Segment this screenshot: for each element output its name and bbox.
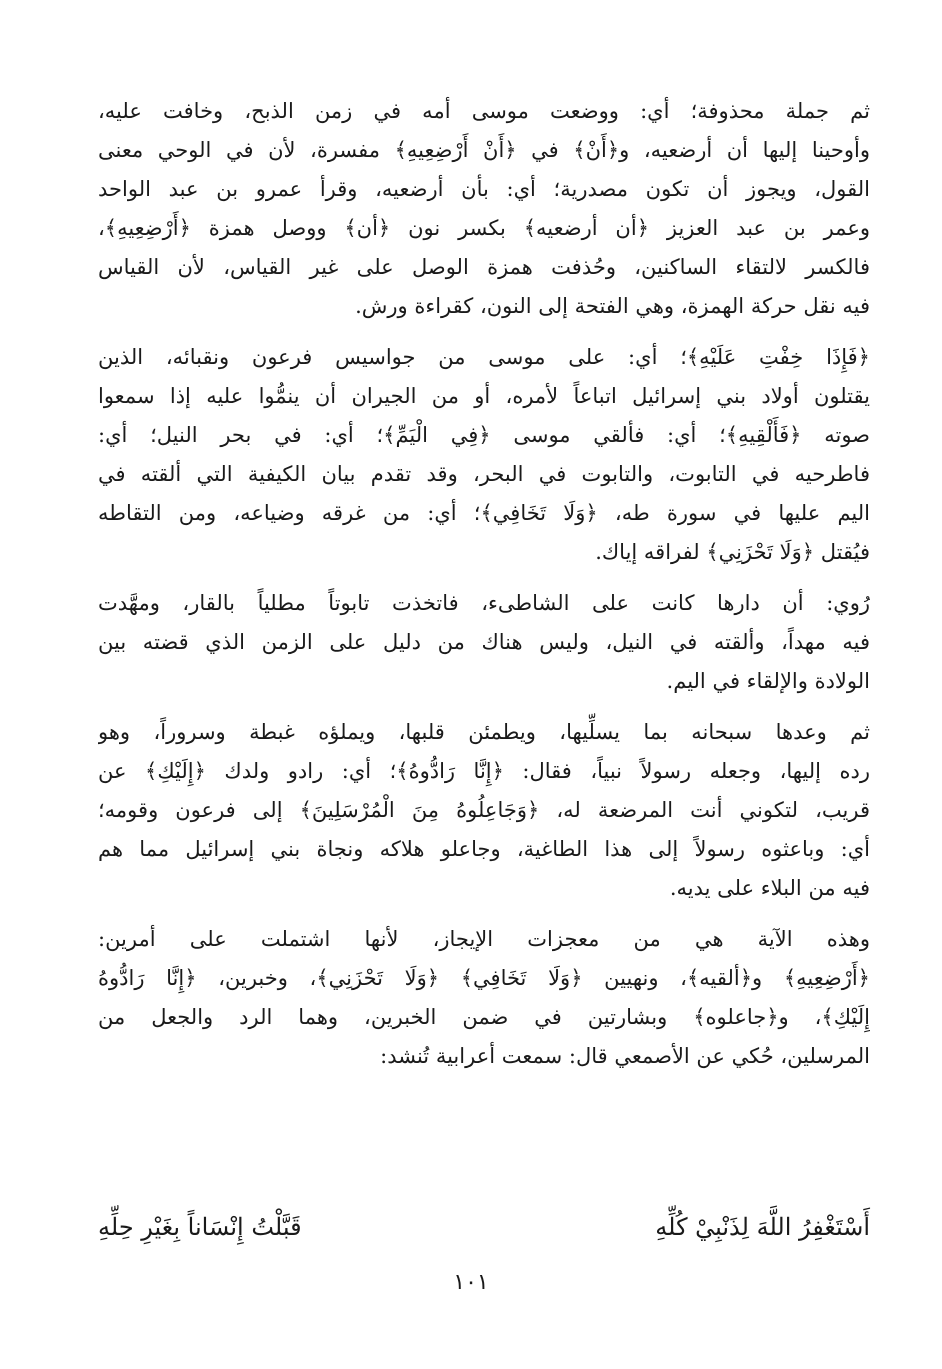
text-line: القول، ويجوز أن تكون مصدرية؛ أي: بأن أرضعيه، وقرأ عمرو بن عبد الواحد — [98, 177, 870, 201]
paragraph-3 — [98, 584, 870, 701]
text-line: ﴿أَرْضِعِيهِ﴾ و﴿ألقيه﴾، ونهيين ﴿وَلَا تَخَافِي﴾ ﴿وَلَا تَحْزَنِي﴾، وخبرين، ﴿إِنَّا رَادُّوهُ — [98, 966, 870, 990]
verse-first-hemistich: أَسْتَغْفِرُ اللَّهَ لِذَنْبِيْ كُلِّهِ — [655, 1213, 870, 1241]
verse-second-hemistich: قَبَّلْتُ إِنْسَاناً بِغَيْرِ حِلِّهِ — [98, 1213, 302, 1241]
text-line: فيه مهداً، وألقته في النيل، وليس هناك من دليل على الزمن الذي قضته بين — [98, 630, 870, 654]
text-line: رُوي: أن دارها كانت على الشاطىء، فاتخذت تابوتاً مطلياً بالقار، ومهَّدت — [98, 591, 870, 615]
text-line: الولادة والإلقاء في اليم. — [666, 669, 870, 693]
text-line: فالكسر لالتقاء الساكنين، وحُذفت همزة الوصل على غير القياس، لأن القياس — [98, 255, 870, 279]
text-line: فيه من البلاء على يديه. — [669, 876, 870, 900]
paragraph-2 — [98, 338, 870, 572]
text-line: فيه نقل حركة الهمزة، وهي الفتحة إلى النون، كقراءة ورش. — [355, 294, 870, 318]
text-line: ثم وعدها سبحانه بما يسلِّيها، ويطمئن قلبها، ويملؤه غبطة وسروراً، وهو — [98, 720, 870, 744]
text-line: فاطرحيه في التابوت، والتابوت في البحر، وقد تقدم بيان الكيفية التي ألقته في — [98, 462, 870, 486]
paragraph-5 — [98, 920, 870, 1076]
text-line: ثم جملة محذوفة؛ أي: ووضعت موسى أمه في زمن الذبح، وخافت عليه، — [98, 99, 870, 123]
text-line: قريب، لتكوني أنت المرضعة له، ﴿وَجَاعِلُوهُ مِنَ الْمُرْسَلِينَ﴾ إلى فرعون وقومه؛ — [98, 798, 870, 822]
text-line: ﴿فَإِذَا خِفْتِ عَلَيْهِ﴾؛ أي: على موسى من جواسيس فرعون ونقبائه، الذين — [98, 345, 870, 369]
paragraph-1 — [98, 92, 870, 326]
text-line: وهذه الآية هي من معجزات الإيجاز، لأنها اشتملت على أمرين: — [98, 927, 870, 951]
text-line: فيُقتل ﴿وَلَا تَحْزَنِي﴾ لفراقه إياك. — [595, 540, 870, 564]
text-line: المرسلين، حُكي عن الأصمعي قال: سمعت أعرابية تُنشد: — [380, 1044, 870, 1068]
text-line: صوته ﴿فَأَلْقِيهِ﴾؛ أي: فألقي موسى ﴿فِي الْيَمِّ﴾؛ أي: في بحر النيل؛ أي: — [98, 423, 870, 447]
text-line: اليم عليها في سورة طه، ﴿وَلَا تَخَافِي﴾؛ أي: من غرقه وضياعه، ومن التقاطه — [98, 501, 870, 525]
page-number: ١٠١ — [453, 1270, 489, 1295]
paragraph-4 — [98, 713, 870, 908]
document-body — [98, 92, 870, 1088]
text-line: رده إليها، وجعله رسولاً نبياً، فقال: ﴿إِنَّا رَادُّوهُ﴾؛ أي: رادو ولدك ﴿إِلَيْكِ﴾ عن — [98, 759, 870, 783]
poetry-verse — [98, 1200, 870, 1254]
text-line: وأوحينا إليها أن أرضعيه، و﴿أَنْ﴾ في ﴿أَنْ أَرْضِعِيهِ﴾ مفسرة، لأن في الوحي معنى — [98, 138, 870, 162]
text-line: إِلَيْكِ﴾، و﴿جاعلوه﴾ وبشارتين في ضمن الخبرين، وهما الرد والجعل من — [98, 1005, 870, 1029]
text-line: يقتلون أولاد بني إسرائيل اتباعاً لأمره، أو من الجيران أن ينمُّوا عليه إذا سمعوا — [98, 384, 870, 408]
text-line: أي: وباعثوه رسولاً إلى هذا الطاغية، وجاعلو هلاكه ونجاة بني إسرائيل مما هم — [98, 837, 870, 861]
text-line: وعمر بن عبد العزيز ﴿أن أرضعيه﴾ بكسر نون ﴿أن﴾ ووصل همزة ﴿أَرْضِعِيهِ﴾، — [98, 216, 870, 240]
